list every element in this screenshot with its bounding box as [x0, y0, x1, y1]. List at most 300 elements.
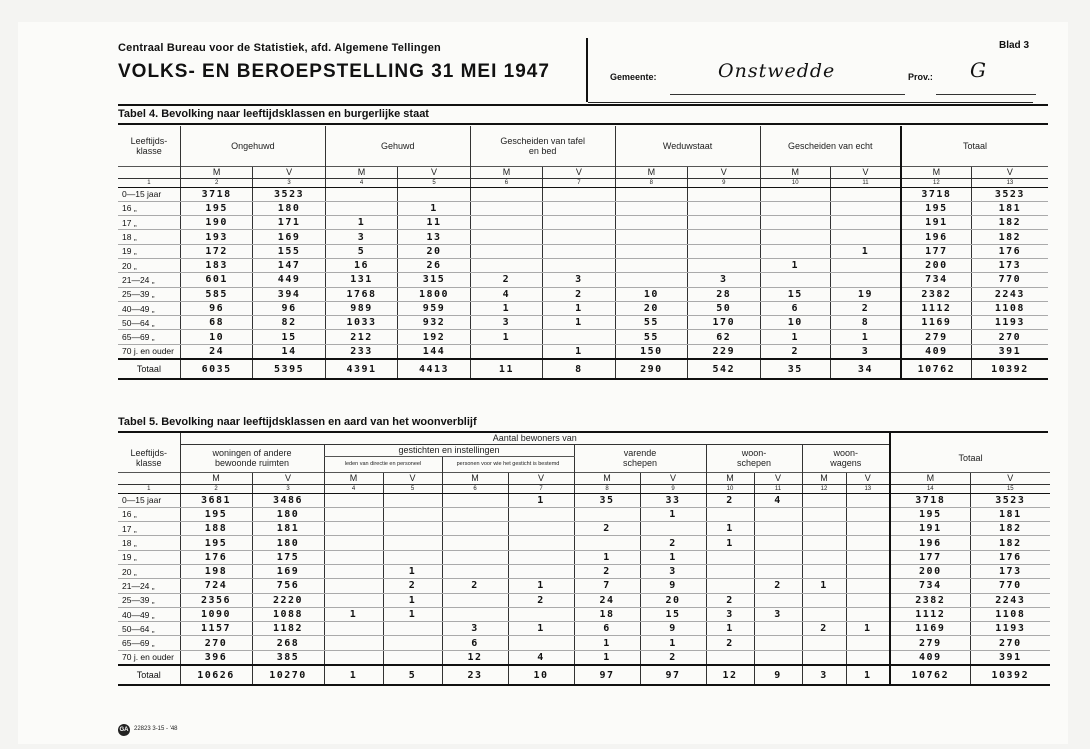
total-cell: 5 [383, 665, 442, 685]
data-cell: 932 [398, 316, 470, 330]
column-number: 8 [574, 484, 640, 493]
data-cell [754, 636, 802, 650]
data-cell [802, 607, 846, 621]
data-cell: 198 [180, 564, 252, 578]
total-cell: 5395 [253, 359, 325, 379]
data-cell: 176 [180, 550, 252, 564]
data-cell [615, 216, 687, 230]
data-cell: 19 [830, 287, 900, 301]
data-cell [325, 187, 397, 201]
data-cell: 190 [180, 216, 252, 230]
data-cell: 4 [754, 493, 802, 507]
data-cell [508, 564, 574, 578]
age-class-label: 20 „ [118, 258, 180, 272]
t5-corner-top [118, 433, 180, 444]
data-cell [470, 216, 542, 230]
data-cell: 315 [398, 273, 470, 287]
t4-v: V [971, 166, 1048, 178]
t4-v: V [688, 166, 760, 178]
data-cell: 68 [180, 316, 252, 330]
data-cell: 279 [901, 330, 971, 344]
t4-body [118, 187, 1048, 359]
column-number: 11 [754, 484, 802, 493]
table-row [118, 201, 1048, 215]
t4-m: M [615, 166, 687, 178]
data-cell: 20 [640, 593, 706, 607]
data-cell: 195 [180, 507, 252, 521]
data-cell: 147 [253, 258, 325, 272]
data-cell: 601 [180, 273, 252, 287]
data-cell [324, 493, 383, 507]
data-cell: 3 [470, 316, 542, 330]
data-cell [442, 536, 508, 550]
table4-top-rule [118, 123, 1048, 125]
data-cell [688, 258, 760, 272]
data-cell [574, 536, 640, 550]
data-cell: 2 [640, 650, 706, 665]
data-cell [324, 593, 383, 607]
table-row [118, 316, 1048, 330]
data-cell: 3718 [901, 187, 971, 201]
data-cell [846, 550, 890, 564]
t4-group-gescheiden-echt: Gescheiden van echt [760, 126, 901, 166]
t5-group-woonschepen: woon- schepen [706, 444, 802, 472]
gemeente-label: Gemeente: [610, 72, 657, 82]
data-cell [830, 273, 900, 287]
t4-group-gescheiden-tafel: Gescheiden van tafel en bed [470, 126, 615, 166]
total-cell: 6035 [180, 359, 252, 379]
data-cell [615, 258, 687, 272]
data-cell: 177 [901, 244, 971, 258]
data-cell: 1 [640, 507, 706, 521]
t4-group-totaal: Totaal [901, 126, 1048, 166]
data-cell: 155 [253, 244, 325, 258]
data-cell [688, 187, 760, 201]
data-cell: 169 [252, 564, 324, 578]
data-cell [383, 636, 442, 650]
data-cell [574, 507, 640, 521]
prov-underline [936, 94, 1036, 95]
data-cell: 756 [252, 579, 324, 593]
age-class-label: 18 „ [118, 536, 180, 550]
data-cell: 15 [760, 287, 830, 301]
data-cell: 233 [325, 344, 397, 359]
v-header: V [846, 472, 890, 484]
data-cell [324, 650, 383, 665]
total-cell: 542 [688, 359, 760, 379]
table-row [118, 593, 1050, 607]
prov-label: Prov.: [908, 72, 933, 82]
v-header: V [252, 472, 324, 484]
data-cell: 1800 [398, 287, 470, 301]
data-cell: 1 [508, 579, 574, 593]
v-header: V [508, 472, 574, 484]
data-cell: 1 [760, 330, 830, 344]
data-cell [706, 650, 754, 665]
data-cell [383, 550, 442, 564]
t4-v: V [253, 166, 325, 178]
data-cell [383, 522, 442, 536]
data-cell: 180 [252, 507, 324, 521]
column-number: 3 [252, 484, 324, 493]
total-cell: 9 [754, 665, 802, 685]
column-number: 11 [830, 178, 900, 187]
age-class-label: 25—39 „ [118, 593, 180, 607]
prov-value: G [970, 58, 986, 82]
data-cell: 11 [398, 216, 470, 230]
column-number: 10 [760, 178, 830, 187]
data-cell [754, 564, 802, 578]
data-cell: 8 [830, 316, 900, 330]
data-cell: 195 [901, 201, 971, 215]
data-cell [760, 244, 830, 258]
data-cell: 6 [442, 636, 508, 650]
data-cell: 3523 [253, 187, 325, 201]
data-cell [324, 564, 383, 578]
data-cell [754, 622, 802, 636]
t5-group-totaal: Totaal [890, 444, 1050, 472]
data-cell: 1 [574, 650, 640, 665]
table-row [118, 650, 1050, 665]
data-cell: 270 [970, 636, 1050, 650]
v-header: V [970, 472, 1050, 484]
table-row [118, 607, 1050, 621]
total-cell: 10762 [901, 359, 971, 379]
data-cell: 1 [846, 622, 890, 636]
data-cell: 26 [398, 258, 470, 272]
data-cell [543, 330, 615, 344]
data-cell: 2 [706, 493, 754, 507]
data-cell [688, 201, 760, 215]
data-cell [846, 593, 890, 607]
age-class-label: 16 „ [118, 507, 180, 521]
data-cell: 182 [971, 216, 1048, 230]
table-row [118, 493, 1050, 507]
data-cell [706, 579, 754, 593]
column-number: 15 [970, 484, 1050, 493]
table-row [118, 273, 1048, 287]
data-cell [802, 550, 846, 564]
t5-total-top [890, 433, 1050, 444]
total-cell: 10626 [180, 665, 252, 685]
data-cell: 3718 [180, 187, 252, 201]
data-cell [442, 493, 508, 507]
data-cell: 176 [971, 244, 1048, 258]
column-number: 2 [180, 484, 252, 493]
m-header: M [180, 472, 252, 484]
table-row [118, 564, 1050, 578]
data-cell [754, 536, 802, 550]
age-class-label: 21—24 „ [118, 579, 180, 593]
data-cell: 270 [971, 330, 1048, 344]
data-cell: 2 [574, 564, 640, 578]
total-cell: 4413 [398, 359, 470, 379]
data-cell: 192 [398, 330, 470, 344]
t4-group-gehuwd: Gehuwd [325, 126, 470, 166]
t4-mv-row [118, 166, 1048, 178]
data-cell [442, 522, 508, 536]
column-number: 1 [118, 484, 180, 493]
data-cell: 1 [706, 522, 754, 536]
data-cell: 3486 [252, 493, 324, 507]
header-rule [588, 102, 1033, 103]
data-cell [383, 493, 442, 507]
column-number: 7 [508, 484, 574, 493]
data-cell: 7 [574, 579, 640, 593]
data-cell: 1 [383, 593, 442, 607]
data-cell: 14 [253, 344, 325, 359]
t4-mv-blank [118, 166, 180, 178]
data-cell: 2 [383, 579, 442, 593]
data-cell [615, 201, 687, 215]
data-cell: 409 [901, 344, 971, 359]
data-cell: 391 [971, 344, 1048, 359]
data-cell: 195 [890, 507, 970, 521]
column-number: 2 [180, 178, 252, 187]
data-cell: 2 [470, 273, 542, 287]
data-cell [324, 536, 383, 550]
data-cell: 12 [442, 650, 508, 665]
data-cell: 182 [970, 522, 1050, 536]
data-cell: 1 [508, 622, 574, 636]
data-cell: 180 [252, 536, 324, 550]
t4-m: M [901, 166, 971, 178]
header-divider [586, 38, 588, 102]
column-number: 6 [442, 484, 508, 493]
data-cell [760, 201, 830, 215]
data-cell [615, 230, 687, 244]
data-cell: 2220 [252, 593, 324, 607]
column-number: 12 [802, 484, 846, 493]
data-cell: 1 [508, 493, 574, 507]
data-cell [706, 564, 754, 578]
data-cell: 1157 [180, 622, 252, 636]
data-cell [706, 550, 754, 564]
data-cell: 2356 [180, 593, 252, 607]
age-class-label: 70 j. en ouder [118, 344, 180, 359]
data-cell [846, 507, 890, 521]
t5-column-numbers [118, 484, 1050, 493]
total-cell: 10270 [252, 665, 324, 685]
data-cell [383, 622, 442, 636]
age-class-label: 65—69 „ [118, 330, 180, 344]
data-cell [543, 187, 615, 201]
page-number: Blad 3 [999, 40, 1030, 51]
t4-group-ongehuwd: Ongehuwd [180, 126, 325, 166]
data-cell: 396 [180, 650, 252, 665]
total-cell: 290 [615, 359, 687, 379]
total-cell: 10762 [890, 665, 970, 685]
data-cell [383, 507, 442, 521]
column-number: 14 [890, 484, 970, 493]
data-cell [615, 187, 687, 201]
data-cell: 195 [180, 536, 252, 550]
data-cell [508, 522, 574, 536]
data-cell [324, 636, 383, 650]
data-cell [754, 593, 802, 607]
data-cell: 195 [180, 201, 252, 215]
total-cell: 4391 [325, 359, 397, 379]
data-cell: 1090 [180, 607, 252, 621]
m-header: M [802, 472, 846, 484]
data-cell: 2243 [970, 593, 1050, 607]
data-cell [508, 636, 574, 650]
data-cell: 6 [760, 301, 830, 315]
data-cell: 62 [688, 330, 760, 344]
data-cell [470, 344, 542, 359]
data-cell: 18 [574, 607, 640, 621]
data-cell: 10 [615, 287, 687, 301]
t5-super-header: Aantal bewoners van [180, 433, 890, 444]
data-cell [830, 187, 900, 201]
data-cell: 279 [890, 636, 970, 650]
data-cell: 229 [688, 344, 760, 359]
data-cell: 193 [180, 230, 252, 244]
data-cell: 1033 [325, 316, 397, 330]
column-number: 10 [706, 484, 754, 493]
data-cell [543, 230, 615, 244]
data-cell: 4 [508, 650, 574, 665]
data-cell: 24 [574, 593, 640, 607]
data-cell: 734 [890, 579, 970, 593]
data-cell [615, 244, 687, 258]
v-header: V [383, 472, 442, 484]
age-class-label: 40—49 „ [118, 301, 180, 315]
data-cell: 1 [543, 316, 615, 330]
table4 [118, 126, 1048, 380]
data-cell: 200 [901, 258, 971, 272]
column-number: 3 [253, 178, 325, 187]
t5-sub-personeel: leden van directie en personeel [324, 456, 442, 472]
data-cell: 268 [252, 636, 324, 650]
data-cell: 3 [640, 564, 706, 578]
data-cell [830, 201, 900, 215]
data-cell [802, 593, 846, 607]
age-class-label: 17 „ [118, 522, 180, 536]
data-cell: 770 [970, 579, 1050, 593]
data-cell [543, 201, 615, 215]
data-cell: 1 [470, 301, 542, 315]
gemeente-underline [670, 94, 905, 95]
m-header: M [706, 472, 754, 484]
data-cell: 391 [970, 650, 1050, 665]
data-cell [760, 273, 830, 287]
data-cell: 1182 [252, 622, 324, 636]
data-cell: 33 [640, 493, 706, 507]
column-number: 6 [470, 178, 542, 187]
data-cell: 3 [830, 344, 900, 359]
age-class-label: 50—64 „ [118, 316, 180, 330]
t4-total-row [118, 359, 1048, 379]
data-cell: 3523 [971, 187, 1048, 201]
data-cell: 1108 [970, 607, 1050, 621]
data-cell [470, 201, 542, 215]
t4-v: V [543, 166, 615, 178]
total-cell: 23 [442, 665, 508, 685]
data-cell: 1 [830, 330, 900, 344]
data-cell: 1193 [971, 316, 1048, 330]
data-cell: 1108 [971, 301, 1048, 315]
data-cell [846, 522, 890, 536]
v-header: V [640, 472, 706, 484]
data-cell [398, 187, 470, 201]
age-class-label: 65—69 „ [118, 636, 180, 650]
data-cell [830, 216, 900, 230]
data-cell: 180 [253, 201, 325, 215]
table-row [118, 258, 1048, 272]
data-cell: 191 [901, 216, 971, 230]
m-header: M [574, 472, 640, 484]
m-header: M [442, 472, 508, 484]
data-cell: 181 [970, 507, 1050, 521]
data-cell: 16 [325, 258, 397, 272]
data-cell [383, 650, 442, 665]
data-cell: 1112 [901, 301, 971, 315]
t5-group-woningen: woningen of andere bewoonde ruimten [180, 444, 324, 472]
data-cell [846, 636, 890, 650]
table-row [118, 287, 1048, 301]
data-cell: 212 [325, 330, 397, 344]
column-number: 4 [325, 178, 397, 187]
data-cell [802, 493, 846, 507]
data-cell: 1112 [890, 607, 970, 621]
data-cell [846, 564, 890, 578]
age-class-label: 17 „ [118, 216, 180, 230]
data-cell [754, 550, 802, 564]
data-cell: 181 [252, 522, 324, 536]
table-row [118, 622, 1050, 636]
data-cell: 1 [706, 536, 754, 550]
data-cell [470, 187, 542, 201]
t5-group-gestichten: gestichten en instellingen [324, 444, 574, 456]
table-row [118, 507, 1050, 521]
column-number: 13 [971, 178, 1048, 187]
t5-mv-blank [118, 472, 180, 484]
total-cell: 10392 [970, 665, 1050, 685]
data-cell [470, 244, 542, 258]
total-cell: 8 [543, 359, 615, 379]
t4-m: M [760, 166, 830, 178]
data-cell: 1 [398, 201, 470, 215]
data-cell: 2 [706, 636, 754, 650]
data-cell: 1 [802, 579, 846, 593]
column-number: 9 [688, 178, 760, 187]
data-cell: 191 [890, 522, 970, 536]
age-class-label: 0—15 jaar [118, 493, 180, 507]
data-cell: 1 [574, 550, 640, 564]
data-cell: 1088 [252, 607, 324, 621]
age-class-label: 18 „ [118, 230, 180, 244]
data-cell: 3 [325, 230, 397, 244]
data-cell: 1768 [325, 287, 397, 301]
total-cell: 12 [706, 665, 754, 685]
data-cell: 50 [688, 301, 760, 315]
data-cell: 196 [890, 536, 970, 550]
data-cell: 3523 [970, 493, 1050, 507]
data-cell [754, 522, 802, 536]
total-cell: 1 [846, 665, 890, 685]
data-cell [543, 244, 615, 258]
table-row [118, 244, 1048, 258]
column-number: 7 [543, 178, 615, 187]
age-class-label: 25—39 „ [118, 287, 180, 301]
data-cell: 2 [802, 622, 846, 636]
column-number: 12 [901, 178, 971, 187]
data-cell: 55 [615, 330, 687, 344]
data-cell [470, 258, 542, 272]
data-cell [543, 216, 615, 230]
data-cell [802, 507, 846, 521]
